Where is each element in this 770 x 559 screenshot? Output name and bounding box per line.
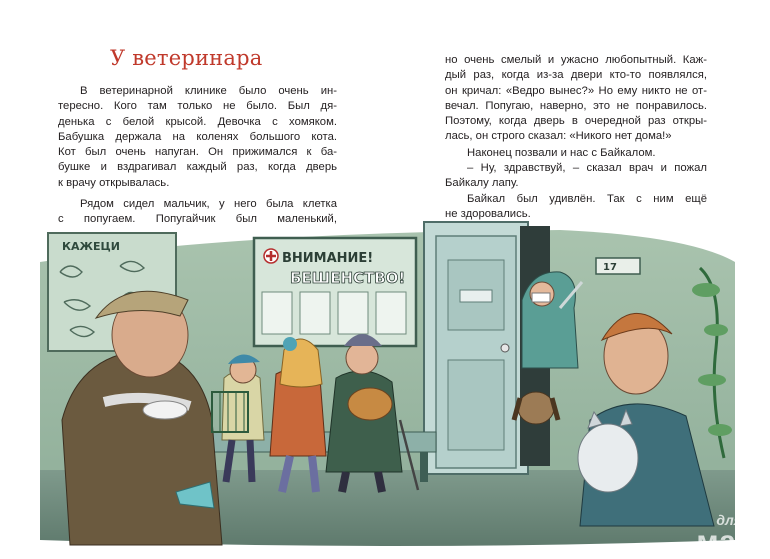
poster-rabies bbox=[254, 238, 416, 346]
watermark-small-text: для bbox=[716, 512, 742, 528]
text-line: Байкал был удивлён. Так с ним ещё bbox=[467, 192, 707, 205]
watermark-logo bbox=[696, 513, 760, 557]
text-line: не здоровались. bbox=[445, 207, 531, 220]
text-line: лась, он строго сказал: «Никого нет дома!» bbox=[445, 130, 672, 143]
poster-attention-text: ВНИМАНИЕ! bbox=[282, 251, 374, 266]
page-title: У ветеринара bbox=[110, 46, 263, 70]
text-line: дый раз, когда из-за двери кто-то появлялся, bbox=[445, 69, 707, 82]
room-number-sign bbox=[596, 258, 640, 274]
poster-left-label: КАЖЕЦИ bbox=[62, 240, 120, 253]
text-line: Наконец позвали и нас с Байкалом. bbox=[467, 146, 656, 159]
text-line: с попугаем. Попугайчик был маленький, bbox=[58, 213, 337, 226]
text-line: – Ну, здравствуй, – сказал врач и пожал bbox=[467, 162, 707, 175]
text-line: Поэтому, когда дверь в очередной раз откры- bbox=[445, 115, 707, 128]
poster-rabies-text: БЕШЕНСТВО! bbox=[290, 269, 406, 287]
text-line: вечал. Попугаю, наверно, это не понравилось. bbox=[445, 99, 707, 112]
text-line: Байкалу лапу. bbox=[445, 177, 519, 190]
text-line: В ветеринарной клинике было очень ин- bbox=[80, 85, 337, 97]
room-number: 17 bbox=[603, 262, 617, 273]
text-line: тересно. Кого там только не было. Был дя- bbox=[58, 100, 337, 113]
text-line: Кот был очень напуган. Он прижимался к ба- bbox=[58, 146, 337, 159]
text-line: к врачу открывалась. bbox=[58, 176, 170, 189]
text-line: бушке и вздрагивал каждый раз, когда дверь bbox=[58, 161, 337, 174]
text-line: но очень смелый и ужасно любопытный. Каж- bbox=[445, 54, 707, 66]
watermark-big-text: мам bbox=[696, 525, 760, 558]
text-line: Бабушка держала на коленях большого кота. bbox=[58, 130, 337, 143]
text-line: он кричал: «Ведро вынес?» Но ему никто не от- bbox=[445, 84, 707, 97]
text-line: Рядом сидел мальчик, у него была клетка bbox=[80, 198, 337, 211]
veterinarian bbox=[522, 272, 582, 368]
text-line: денька с белой крысой. Девочка с хомяком. bbox=[58, 115, 337, 128]
